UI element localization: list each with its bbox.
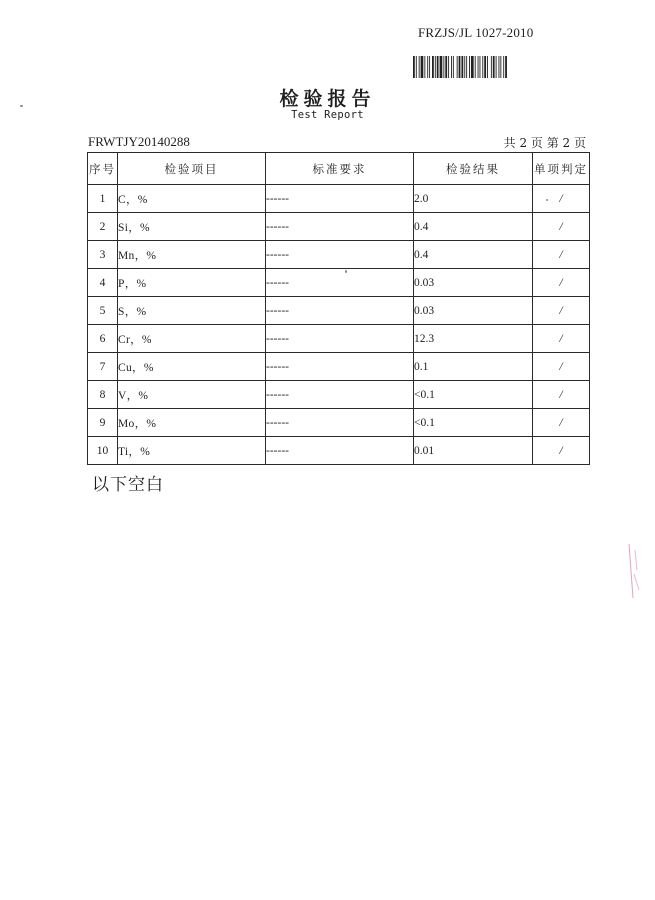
row-judgement: /: [533, 269, 590, 297]
row-judgement: /: [533, 409, 590, 437]
row-seq: 8: [88, 381, 118, 409]
row-seq: 7: [88, 353, 118, 381]
row-judgement: /: [533, 381, 590, 409]
row-standard: ------: [266, 241, 414, 269]
row-seq: 9: [88, 409, 118, 437]
row-seq: 5: [88, 297, 118, 325]
row-judgement: /: [533, 437, 590, 465]
row-standard: ------: [266, 269, 414, 297]
table-row: [88, 241, 590, 269]
row-result: 0.4: [414, 241, 533, 269]
column-header-standard: 标准要求: [266, 153, 414, 185]
row-seq: 4: [88, 269, 118, 297]
row-item: Ti，%: [118, 437, 266, 465]
column-header-result: 检验结果: [414, 153, 533, 185]
table-header-row: [88, 153, 590, 185]
row-seq: 10: [88, 437, 118, 465]
row-result: 0.03: [414, 269, 533, 297]
row-result: 0.01: [414, 437, 533, 465]
row-item: Cr，%: [118, 325, 266, 353]
row-standard: ------: [266, 185, 414, 213]
scan-speck: [20, 105, 23, 107]
row-standard: ------: [266, 409, 414, 437]
row-item: Si，%: [118, 213, 266, 241]
row-judgement: /: [533, 325, 590, 353]
row-seq: 1: [88, 185, 118, 213]
report-title: 检验报告: [279, 88, 376, 110]
row-standard: ------: [266, 353, 414, 381]
row-item: V，%: [118, 381, 266, 409]
table-row: [88, 381, 590, 409]
row-standard: ------: [266, 213, 414, 241]
table-row: [88, 297, 590, 325]
row-judgement: /: [533, 241, 590, 269]
row-seq: 6: [88, 325, 118, 353]
scan-speck: [345, 270, 347, 273]
blank-below-note: 以下空白: [92, 475, 164, 495]
table-row: [88, 437, 590, 465]
row-result: <0.1: [414, 409, 533, 437]
row-standard: ------: [266, 437, 414, 465]
margin-stamp-mark: [625, 540, 649, 600]
row-judgement: /: [533, 185, 590, 213]
row-standard: ------: [266, 381, 414, 409]
column-header-item: 检验项目: [118, 153, 266, 185]
row-result: <0.1: [414, 381, 533, 409]
table-row: [88, 213, 590, 241]
test-results-table: [87, 152, 590, 465]
scan-speck: [546, 199, 548, 201]
row-judgement: /: [533, 353, 590, 381]
table-row: [88, 269, 590, 297]
table-row: [88, 325, 590, 353]
row-standard: ------: [266, 325, 414, 353]
column-header-judgement: 单项判定: [533, 153, 590, 185]
row-seq: 3: [88, 241, 118, 269]
row-result: 2.0: [414, 185, 533, 213]
table-row: [88, 409, 590, 437]
row-seq: 2: [88, 213, 118, 241]
table-row: [88, 353, 590, 381]
row-result: 12.3: [414, 325, 533, 353]
row-result: 0.4: [414, 213, 533, 241]
row-item: C，%: [118, 185, 266, 213]
row-result: 0.1: [414, 353, 533, 381]
table-row: [88, 185, 590, 213]
row-item: Mn，%: [118, 241, 266, 269]
report-subtitle: Test Report: [291, 109, 364, 121]
row-standard: ------: [266, 297, 414, 325]
row-item: Cu，%: [118, 353, 266, 381]
row-item: P，%: [118, 269, 266, 297]
row-item: S，%: [118, 297, 266, 325]
report-number: FRWTJY20140288: [88, 134, 190, 149]
page-info: 共 2 页 第 2 页: [503, 136, 586, 150]
row-judgement: /: [533, 213, 590, 241]
row-result: 0.03: [414, 297, 533, 325]
row-item: Mo，%: [118, 409, 266, 437]
document-code: FRZJS/JL 1027-2010: [418, 25, 534, 40]
row-judgement: /: [533, 297, 590, 325]
barcode: [413, 56, 547, 78]
column-header-seq: 序号: [88, 153, 118, 185]
